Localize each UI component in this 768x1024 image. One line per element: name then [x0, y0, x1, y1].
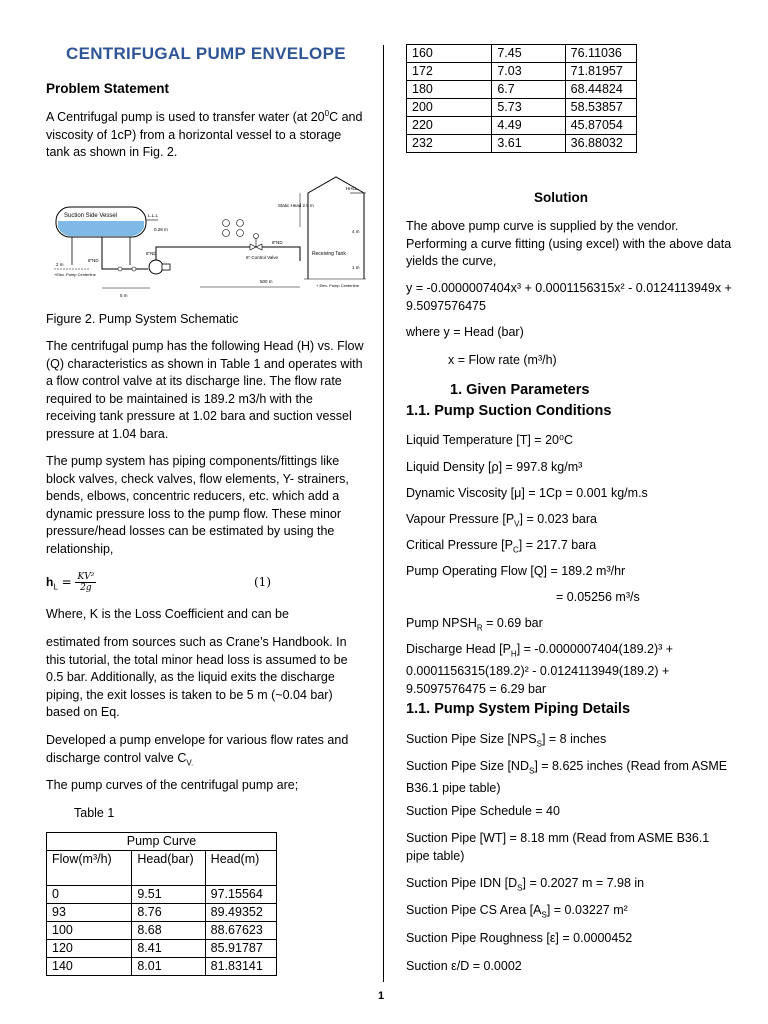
suction-pipe-nd: Suction Pipe Size $[ND_S] = 8.625$ inches (Read from ASME B36.1 pipe table)	[406, 759, 728, 795]
critical-pressure: Critical Pressure $[P_C] = 217.7$ bara	[406, 538, 597, 555]
svg-text:6" Control Valve: 6" Control Valve	[246, 255, 279, 260]
svg-text:4 m: 4 m	[352, 229, 360, 234]
table-caption: Pump Curve	[47, 833, 277, 851]
svg-text:HHLL: HHLL	[346, 186, 358, 191]
table-header: Head(m)	[205, 851, 276, 886]
table-row: 200 5.73 58.53857	[407, 99, 637, 117]
suction-pipe-wt: Suction Pipe [WT] = 8.18 mm (Read from ASME B36.1 pipe table)	[406, 831, 710, 863]
section-given-parameters: 1. Given Parameters	[450, 382, 590, 398]
paragraph-head-loss: estimated from sources such as Crane’s Handbook. In this tutorial, the total minor head loss is assumed to be 0.5 bar. Additionally, as the liquid exits the discharge piping, the exit losses is taken to be 5 m (~0.04 bar) based on Eq.	[46, 635, 348, 719]
svg-text:Receiving Tank: Receiving Tank	[312, 251, 346, 257]
where-y: where y = Head (bar)	[406, 325, 524, 339]
pump-curve-table	[46, 832, 277, 976]
table-row: 0 9.51 97.15564	[47, 886, 277, 904]
table-header: Head(bar)	[132, 851, 205, 886]
pump-operating-flow-si: = 0.05256 m³/s	[556, 590, 640, 604]
section-piping-details: 1.1. Pump System Piping Details	[406, 701, 631, 717]
suction-pipe-idn: Suction Pipe IDN $[D_S] = 0.2027$ m = 7.98 in	[406, 876, 645, 893]
paragraph-pump-curves: The pump curves of the centrifugal pump are;	[46, 778, 299, 792]
problem-heading: Problem Statement	[46, 81, 170, 96]
table-header: Flow(m³/h)	[47, 851, 132, 886]
table-row: 232 3.61 36.88032	[407, 135, 637, 153]
svg-text:5 m: 5 m	[120, 293, 128, 298]
solution-heading: Solution	[534, 190, 588, 205]
paragraph-pump-characteristics: The centrifugal pump has the following Head (H) vs. Flow (Q) characteristics as shown in Table 1 and operates with a flow control valve at its discharge line. The flow rate required to be maintained is 189.2 m3/h with the receiving tank pressure at 1.02 bara and suction vessel pressure at 1.04 bara.	[46, 339, 364, 441]
svg-text:8"ND: 8"ND	[272, 240, 283, 245]
column-divider	[383, 45, 384, 982]
suction-pipe-schedule: Suction Pipe Schedule = 40	[406, 804, 560, 818]
figure-caption: Figure 2. Pump System Schematic	[46, 312, 239, 326]
curve-equation: y = -0.0000007404x³ + 0.0001156315x² - 0.0124113949x + 9.5097576475	[406, 281, 732, 313]
svg-text:1 m: 1 m	[352, 265, 360, 270]
vapour-pressure: Vapour Pressure $[P_V] = 0.023$ bara	[406, 512, 597, 529]
minor-loss-equation: $h_L$ = $\frac{\text{KV²}}{2g}$ (1)	[46, 572, 271, 593]
page-title: CENTRIFUGAL PUMP ENVELOPE	[66, 44, 346, 63]
dynamic-viscosity: Dynamic Viscosity [μ] = 1Cp = 0.001 kg/m.s	[406, 486, 648, 500]
suction-pipe-roughness: Suction Pipe Roughness [ε] = 0.0000452	[406, 931, 633, 945]
table-row: 220 4.49 45.87054	[407, 117, 637, 135]
svg-text:6"ND: 6"ND	[146, 251, 157, 256]
table-row: 100 8.68 88.67623	[47, 922, 277, 940]
paragraph-envelope: Developed a pump envelope for various flow rates and discharge control valve $C_{V.}$	[46, 733, 349, 767]
table-row: 160 7.45 76.11036	[407, 45, 637, 63]
svg-text:0.28 m: 0.28 m	[154, 227, 168, 232]
where-x: x = Flow rate (m³/h)	[448, 353, 557, 367]
paragraph-loss-coefficient: Where, K is the Loss Coefficient and can be	[46, 607, 289, 621]
pump-operating-flow: Pump Operating Flow [Q] = 189.2 m³/hr	[406, 564, 626, 578]
svg-text:+ Elev. Pump Centerline: + Elev. Pump Centerline	[316, 283, 359, 288]
liquid-density: Liquid Density [ρ] = 997.8 kg/m³	[406, 460, 583, 474]
discharge-head: Discharge Head $[P_H] = -0.0000007404(189.2)^3 + 0.0001156315(189.2)^2 - 0.0124113949(189.2) + 9.5097576475 = 6.29$ bar	[406, 642, 674, 696]
paragraph-intro: A Centrifugal pump is used to transfer water (at $20^0C$ and viscosity of 1cP) from a horizontal vessel to a storage tank as shown in Fig. 2.	[46, 108, 363, 159]
svg-text:Static Head 2.5 m: Static Head 2.5 m	[278, 203, 314, 208]
section-suction-conditions: 1.1. Pump Suction Conditions	[406, 403, 612, 419]
solution-paragraph: The above pump curve is supplied by the vendor. Performing a curve fitting (using excel) with the above data yields the curve,	[406, 219, 732, 268]
pump-system-schematic	[50, 175, 366, 301]
table-row: 120 8.41 85.91787	[47, 940, 277, 958]
svg-text:Suction Side Vessel: Suction Side Vessel	[64, 213, 118, 219]
pump-curve-table-continued	[406, 44, 637, 153]
liquid-temperature: Liquid Temperature [T] = 20⁰C	[406, 433, 574, 447]
svg-text:2 m: 2 m	[56, 262, 64, 267]
table-row: 180 6.7 68.44824	[407, 81, 637, 99]
table-row: 172 7.03 71.81957	[407, 63, 637, 81]
table-label: Table 1	[74, 806, 115, 820]
paragraph-piping-components: The pump system has piping components/fittings like block valves, check valves, flow elements, Y- strainers, bends, elbows, concentric reducers, etc. which add a dynamic pressure loss to the pump flow. These minor pressure/head losses can be estimated by using the relationship,	[46, 454, 349, 556]
suction-relative-roughness: Suction ε/D = 0.0002	[406, 959, 522, 973]
table-row: 93 8.76 89.49352	[47, 904, 277, 922]
svg-text:L.L.L: L.L.L	[148, 213, 159, 218]
suction-pipe-nps: Suction Pipe Size $[NPS_S] = 8$ inches	[406, 732, 607, 749]
svg-text:+Elev. Pump Centerline: +Elev. Pump Centerline	[54, 272, 96, 277]
page-number: 1	[378, 990, 385, 1002]
svg-text:8"ND: 8"ND	[88, 258, 99, 263]
pump-npsh: Pump $NPSH_R = 0.69$ bar	[406, 616, 543, 633]
svg-text:500 m: 500 m	[260, 279, 273, 284]
suction-pipe-area: Suction Pipe CS Area $[A_S] = 0.03227$ m²	[406, 903, 628, 920]
table-row: 140 8.01 81.83141	[47, 958, 277, 976]
